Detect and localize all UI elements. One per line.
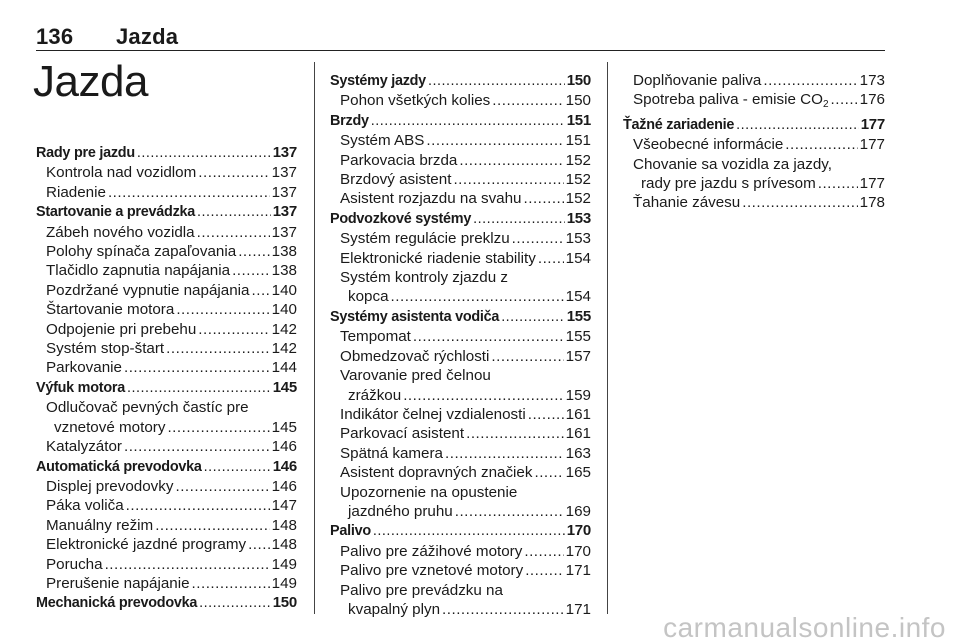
dot-leader xyxy=(428,72,565,91)
toc-entry-label xyxy=(340,444,443,463)
toc-entry-text: Palivo xyxy=(330,523,371,540)
toc-column-3 xyxy=(623,71,885,213)
toc-entry[interactable] xyxy=(330,229,591,248)
toc-page-number: 170 xyxy=(566,522,591,540)
toc-entry[interactable] xyxy=(36,163,297,182)
toc-entry-text: Mechanická prevodovka xyxy=(36,595,198,612)
toc-entry-text: Spotreba paliva - emisie CO xyxy=(633,91,823,109)
toc-entry-text: Systémy jazdy xyxy=(330,73,426,89)
toc-page-number: 169 xyxy=(565,502,591,520)
chapter-title: Jazda xyxy=(33,57,148,106)
toc-entry-label xyxy=(54,418,165,437)
dot-leader xyxy=(534,463,563,482)
toc-column-1 xyxy=(36,143,297,614)
dot-leader xyxy=(373,522,565,541)
toc-page-number: 137 xyxy=(271,183,297,201)
toc-entry-text: Indikátor čelnej vzdialenosti xyxy=(340,405,526,423)
toc-page-number: 140 xyxy=(271,301,297,319)
toc-page-number: 140 xyxy=(271,281,297,299)
toc-entry[interactable] xyxy=(36,516,297,535)
toc-entry-text: Podvozkové systémy xyxy=(330,210,472,227)
column-divider xyxy=(607,62,608,614)
toc-page-number: 150 xyxy=(565,92,591,110)
toc-entry-text: Rady pre jazdu xyxy=(36,145,135,161)
toc-entry[interactable] xyxy=(330,463,591,482)
toc-entry-label[interactable]: Chovanie sa vozidla za jazdy, xyxy=(633,155,832,173)
toc-page-number: 145 xyxy=(272,378,297,396)
toc-entry-label xyxy=(330,210,471,229)
dot-leader xyxy=(426,131,563,150)
toc-page-number: 137 xyxy=(271,164,297,182)
toc-page-number: 148 xyxy=(271,516,297,534)
toc-entry-text: Asistent rozjazdu na svahu xyxy=(340,190,522,208)
dot-leader xyxy=(137,144,271,163)
dot-leader xyxy=(501,308,565,327)
toc-section-entry[interactable] xyxy=(330,71,591,91)
dot-leader xyxy=(491,347,563,366)
toc-entry-text: Systémy asistenta vodiča xyxy=(330,308,500,325)
toc-entry-text: Prerušenie napájanie xyxy=(46,574,190,592)
toc-page-number: 151 xyxy=(566,111,591,129)
toc-entry-label xyxy=(633,90,829,114)
toc-page-number: 178 xyxy=(859,194,885,212)
toc-entry-label xyxy=(348,502,453,521)
toc-page-number: 142 xyxy=(271,320,297,338)
dot-leader xyxy=(252,281,270,300)
toc-entry-label xyxy=(46,516,153,535)
dot-leader xyxy=(127,379,271,398)
toc-page-number: 154 xyxy=(565,288,591,306)
toc-page-number: 159 xyxy=(565,386,591,404)
toc-entry[interactable] xyxy=(330,502,591,521)
toc-section-entry[interactable] xyxy=(330,521,591,541)
toc-entry-label xyxy=(330,112,369,131)
toc-entry-text: Tlačidlo zapnutia napájania xyxy=(46,262,231,280)
toc-entry-text: Asistent dopravných značiek xyxy=(340,464,533,482)
toc-entry-text: Parkovací asistent xyxy=(340,425,465,443)
toc-entry-label xyxy=(340,542,522,561)
toc-entry-label xyxy=(641,174,816,193)
toc-entry[interactable] xyxy=(330,542,591,561)
dot-leader xyxy=(248,535,270,554)
toc-page-number: 157 xyxy=(565,347,591,365)
toc-page-number: 154 xyxy=(565,249,591,267)
toc-entry[interactable] xyxy=(330,347,591,366)
toc-entry-label xyxy=(46,477,173,496)
toc-entry[interactable] xyxy=(36,437,297,456)
toc-entry-text: Tempomat xyxy=(340,328,411,346)
toc-page-number: 147 xyxy=(271,497,297,515)
toc-entry-label xyxy=(36,458,202,477)
toc-entry-text: Kontrola nad vozidlom xyxy=(46,164,197,182)
toc-entry-text: Porucha xyxy=(46,555,103,573)
dot-leader xyxy=(466,424,564,443)
toc-entry-label xyxy=(340,561,523,580)
toc-entry[interactable] xyxy=(330,405,591,424)
toc-entry-label xyxy=(340,405,526,424)
toc-entry[interactable] xyxy=(623,71,885,90)
dot-leader xyxy=(197,203,271,222)
toc-entry-label xyxy=(46,223,195,242)
toc-entry[interactable] xyxy=(36,242,297,261)
toc-page-number: 153 xyxy=(566,209,591,227)
toc-entry-text: Systém ABS xyxy=(340,132,425,150)
toc-entry-text: Polohy spínača zapaľovania xyxy=(46,243,237,261)
toc-entry-text: Doplňovanie paliva xyxy=(633,72,762,89)
dot-leader xyxy=(124,358,270,377)
dot-leader xyxy=(445,444,564,463)
toc-entry-text: Pohon všetkých kolies xyxy=(340,92,491,110)
toc-entry-label xyxy=(46,339,164,358)
dot-leader xyxy=(155,516,269,535)
header-rule xyxy=(36,50,885,51)
toc-page-number: 161 xyxy=(565,405,591,423)
toc-entry[interactable] xyxy=(36,477,297,496)
toc-entry-label[interactable]: Odlučovač pevných častíc pre xyxy=(46,399,249,417)
toc-page-number: 142 xyxy=(271,340,297,358)
toc-page-number: 138 xyxy=(271,262,297,280)
toc-entry-text: Automatická prevodovka xyxy=(36,458,202,475)
toc-entry-label xyxy=(46,183,106,202)
toc-page-number: 137 xyxy=(271,223,297,241)
dot-leader xyxy=(455,502,564,521)
toc-page-number: 144 xyxy=(271,359,297,377)
toc-entry-text: Systém stop-štart xyxy=(46,340,165,358)
dot-leader xyxy=(232,261,270,280)
dot-leader xyxy=(524,542,563,561)
toc-entry-label xyxy=(46,320,196,339)
watermark: carmanualsonline.info xyxy=(663,612,946,643)
toc-entry-label xyxy=(633,71,761,90)
toc-entry-text: kopca xyxy=(348,288,389,306)
toc-page-number: 177 xyxy=(859,136,885,154)
page-number: 136 xyxy=(36,24,74,49)
dot-leader xyxy=(413,327,564,346)
toc-entry-label xyxy=(36,594,197,613)
toc-entry-text: Parkovacia brzda xyxy=(340,151,458,169)
toc-entry-label xyxy=(46,574,190,593)
dot-leader xyxy=(198,320,269,339)
toc-section-entry[interactable] xyxy=(330,209,591,229)
toc-entry[interactable] xyxy=(330,287,591,306)
dot-leader xyxy=(204,458,271,477)
toc-entry-label[interactable]: Systém kontroly zjazdu z xyxy=(340,269,508,287)
toc-section-entry[interactable] xyxy=(36,378,297,398)
toc-entry-label xyxy=(340,463,532,482)
toc-entry[interactable] xyxy=(36,183,297,202)
toc-entry-text: Brzdový asistent xyxy=(340,171,452,189)
toc-entry-label xyxy=(36,203,195,222)
toc-page-number: 152 xyxy=(565,171,591,189)
toc-entry[interactable] xyxy=(330,151,591,170)
toc-entry[interactable] xyxy=(623,90,885,114)
toc-entry-text: Páka voliča xyxy=(46,497,124,515)
toc-page-number: 146 xyxy=(271,438,297,456)
dot-leader xyxy=(525,561,563,580)
toc-entry[interactable] xyxy=(36,555,297,574)
toc-entry-label xyxy=(46,535,246,554)
toc-page-number: 146 xyxy=(271,477,297,495)
toc-entry-label xyxy=(340,347,489,366)
toc-entry[interactable] xyxy=(36,339,297,358)
dot-leader xyxy=(473,210,565,229)
toc-page-number: 137 xyxy=(272,144,297,161)
toc-entry-label xyxy=(340,131,424,150)
toc-entry-text: Palivo pre zážihové motory xyxy=(340,542,523,560)
toc-entry-label xyxy=(330,72,426,91)
dot-leader xyxy=(512,229,564,248)
dot-leader xyxy=(742,193,857,212)
toc-page-number: 170 xyxy=(565,542,591,560)
toc-entry-text: Elektronické riadenie stability xyxy=(340,249,536,267)
dot-leader xyxy=(126,496,270,515)
dot-leader xyxy=(108,183,270,202)
toc-entry-label xyxy=(340,170,451,189)
toc-entry-text: Parkovanie xyxy=(46,359,122,377)
toc-section-entry[interactable] xyxy=(36,457,297,477)
toc-entry-label xyxy=(330,308,499,327)
toc-entry-text: Palivo pre vznetové motory xyxy=(340,562,524,580)
dot-leader xyxy=(175,477,269,496)
toc-entry-label xyxy=(340,327,411,346)
dot-leader xyxy=(176,300,269,319)
toc-section-entry[interactable] xyxy=(330,111,591,131)
toc-entry-text: Štartovanie motora xyxy=(46,301,175,319)
toc-entry-label xyxy=(46,437,122,456)
toc-entry-text: Brzdy xyxy=(330,112,369,129)
toc-section-entry[interactable] xyxy=(623,115,885,135)
toc-entry-label xyxy=(46,163,196,182)
toc-entry-label xyxy=(340,189,522,208)
toc-page-number: 146 xyxy=(272,457,297,475)
toc-page-number: 150 xyxy=(566,72,591,89)
dot-leader xyxy=(192,574,270,593)
toc-entry-label xyxy=(340,151,457,170)
toc-page-number: 151 xyxy=(565,132,591,150)
toc-entry-text: Výfuk motora xyxy=(36,379,125,396)
toc-page-number: 150 xyxy=(272,594,297,612)
toc-entry-text: Systém regulácie preklzu xyxy=(340,230,510,248)
toc-entry[interactable] xyxy=(330,561,591,580)
toc-entry-text: Riadenie xyxy=(46,183,106,201)
toc-entry-text: Elektronické jazdné programy xyxy=(46,536,247,554)
toc-entry-text: Spätná kamera xyxy=(340,444,443,462)
toc-entry[interactable] xyxy=(330,170,591,189)
toc-entry-label xyxy=(348,287,389,306)
toc-entry[interactable] xyxy=(36,261,297,280)
toc-entry-text: zrážkou xyxy=(348,386,402,404)
toc-entry-label xyxy=(46,555,103,574)
dot-leader xyxy=(403,386,563,405)
toc-entry-text: jazdného pruhu xyxy=(348,502,453,520)
toc-page-number: 165 xyxy=(565,464,591,482)
toc-entry-label xyxy=(46,300,174,319)
toc-entry[interactable] xyxy=(330,327,591,346)
dot-leader xyxy=(124,437,270,456)
toc-entry[interactable] xyxy=(36,300,297,319)
toc-entry-label xyxy=(46,358,122,377)
subscript: 2 xyxy=(822,99,829,111)
toc-entry[interactable] xyxy=(330,386,591,405)
toc-entry[interactable] xyxy=(36,496,297,515)
toc-entry-text: kvapalný plyn xyxy=(348,600,441,618)
toc-entry-text: vznetové motory xyxy=(54,418,166,436)
toc-entry-text: Všeobecné informácie xyxy=(633,136,784,154)
toc-entry-label[interactable]: Upozornenie na opustenie xyxy=(340,483,518,501)
toc-page-number: 138 xyxy=(271,243,297,261)
dot-leader xyxy=(831,90,858,109)
toc-section-entry[interactable] xyxy=(330,307,591,327)
toc-entry-text: rady pre jazdu s prívesom xyxy=(641,175,816,193)
dot-leader xyxy=(453,170,563,189)
toc-page-number: 161 xyxy=(565,425,591,443)
toc-page-number: 173 xyxy=(859,72,885,89)
toc-entry-text: Zábeh nového vozidla xyxy=(46,223,195,241)
toc-entry[interactable] xyxy=(36,281,297,300)
toc-entry-label xyxy=(46,261,230,280)
toc-entry-label xyxy=(633,135,783,154)
toc-section-entry[interactable] xyxy=(36,143,297,163)
dot-leader xyxy=(459,151,563,170)
toc-page-number: 171 xyxy=(565,562,591,580)
toc-page-number: 177 xyxy=(859,175,885,193)
column-divider xyxy=(314,62,315,614)
dot-leader xyxy=(524,189,564,208)
toc-entry-text: Manuálny režim xyxy=(46,516,154,534)
toc-page-number: 145 xyxy=(271,418,297,436)
toc-column-2 xyxy=(330,71,591,619)
dot-leader xyxy=(528,405,564,424)
toc-entry[interactable] xyxy=(623,174,885,193)
dot-leader xyxy=(736,116,859,135)
toc-entry[interactable] xyxy=(623,135,885,154)
dot-leader xyxy=(785,135,857,154)
toc-entry[interactable] xyxy=(36,535,297,554)
toc-entry[interactable] xyxy=(330,424,591,443)
toc-entry-label xyxy=(633,193,740,212)
toc-entry[interactable] xyxy=(330,249,591,268)
toc-entry[interactable] xyxy=(36,358,297,377)
toc-page-number: 163 xyxy=(565,444,591,462)
toc-page-number: 148 xyxy=(271,536,297,554)
toc-entry-text: Pozdržané vypnutie napájania xyxy=(46,281,250,299)
toc-entry-text: Odpojenie pri prebehu xyxy=(46,320,197,338)
dot-leader xyxy=(391,287,564,306)
toc-entry-text: Katalyzátor xyxy=(46,438,122,456)
toc-entry-label xyxy=(340,249,536,268)
toc-page-number: 153 xyxy=(565,230,591,248)
toc-entry[interactable] xyxy=(36,223,297,242)
dot-leader xyxy=(167,418,269,437)
toc-page-number: 152 xyxy=(565,190,591,208)
toc-entry-label xyxy=(330,522,371,541)
toc-entry-label[interactable]: Varovanie pred čelnou xyxy=(340,367,491,385)
toc-entry[interactable] xyxy=(36,418,297,437)
toc-entry-label xyxy=(46,496,124,515)
header-title: Jazda xyxy=(116,24,179,49)
toc-entry-text: Ťažné zariadenie xyxy=(623,116,735,133)
toc-page-number: 137 xyxy=(272,203,297,221)
dot-leader xyxy=(166,339,270,358)
toc-entry[interactable] xyxy=(623,193,885,212)
toc-entry-label xyxy=(340,229,510,248)
toc-entry-label xyxy=(340,424,464,443)
dot-leader xyxy=(199,594,271,613)
toc-entry-label xyxy=(348,386,401,405)
toc-page-number: 155 xyxy=(565,328,591,346)
dot-leader xyxy=(198,163,269,182)
toc-section-entry[interactable] xyxy=(36,593,297,613)
toc-entry-text: Displej prevodovky xyxy=(46,477,174,495)
dot-leader xyxy=(492,91,563,110)
toc-entry[interactable] xyxy=(36,320,297,339)
toc-entry[interactable] xyxy=(330,131,591,150)
dot-leader xyxy=(238,242,269,261)
toc-entry[interactable] xyxy=(330,189,591,208)
dot-leader xyxy=(105,555,270,574)
toc-entry-text: Ťahanie závesu xyxy=(633,194,741,212)
toc-page-number: 152 xyxy=(565,151,591,169)
toc-entry-label xyxy=(36,379,125,398)
toc-page-number: 176 xyxy=(859,91,885,109)
toc-page-number: 171 xyxy=(565,600,591,618)
dot-leader xyxy=(197,223,270,242)
toc-entry[interactable] xyxy=(330,444,591,463)
toc-entry-label xyxy=(623,116,734,135)
toc-page-number: 177 xyxy=(860,115,885,133)
toc-entry-label xyxy=(46,242,236,261)
toc-entry-label xyxy=(340,91,490,110)
dot-leader xyxy=(763,71,857,90)
toc-entry[interactable] xyxy=(330,91,591,110)
toc-entry[interactable] xyxy=(36,574,297,593)
toc-page-number: 149 xyxy=(271,555,297,573)
dot-leader xyxy=(538,249,564,268)
toc-entry-text: Startovanie a prevádzka xyxy=(36,204,196,221)
toc-entry-text: Obmedzovač rýchlosti xyxy=(340,347,490,365)
toc-entry-label xyxy=(36,144,135,163)
toc-entry-label[interactable]: Palivo pre prevádzku na xyxy=(340,581,503,599)
dot-leader xyxy=(818,174,858,193)
toc-entry-label xyxy=(46,281,250,300)
toc-section-entry[interactable] xyxy=(36,202,297,222)
toc-page-number: 155 xyxy=(566,307,591,325)
toc-page-number: 149 xyxy=(271,574,297,592)
dot-leader xyxy=(371,112,565,131)
